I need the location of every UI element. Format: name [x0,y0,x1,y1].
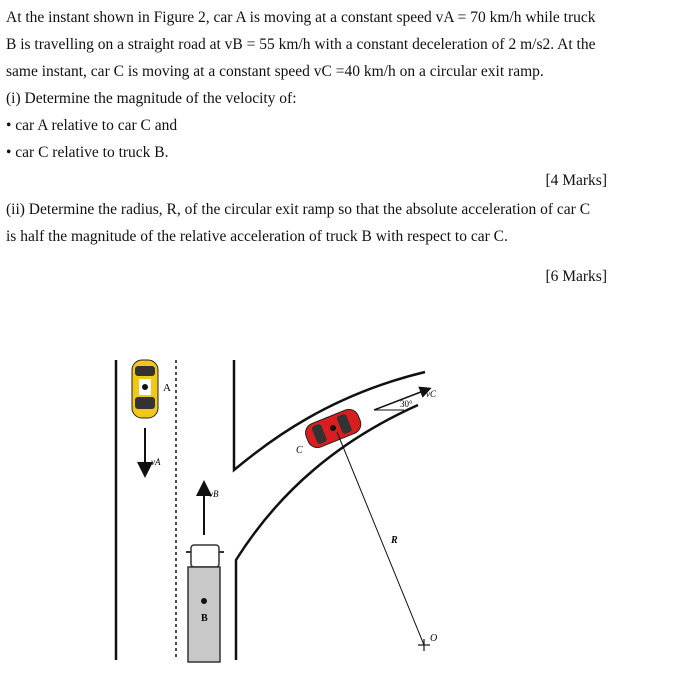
part-i-heading: (i) Determine the magnitude of the velocity of: [6,90,297,107]
label-b: B [201,613,208,624]
intro-line-3: same instant, car C is moving at a constant speed vC =40 km/h on a circular exit ramp. [6,63,544,80]
bullet-item: • car A relative to car C and [6,117,178,134]
car-c [303,406,364,450]
car-a [132,360,158,418]
label-angle: 30° [400,399,413,409]
question-part-i [6,4,610,166]
label-r: R [391,535,398,546]
figure-2-diagram [0,300,680,692]
label-va: vA [151,457,161,467]
label-vc: vC [426,389,436,399]
intro-line-2: B is travelling on a straight road at vB = 55 km/h with a constant deceleration of 2 m/s2. At the [6,36,596,53]
part-ii-line-2: is half the magnitude of the relative acceleration of truck B with respect to car C. [6,228,508,245]
part-ii-line-1: (ii) Determine the radius, R, of the circular exit ramp so that the absolute acceleration of car C [6,201,591,218]
label-o: O [430,633,438,644]
label-vb: vB [209,489,219,499]
marks-part-i: [4 Marks] [545,172,607,189]
question-part-ii [6,196,610,250]
marks-part-ii: [6 Marks] [545,268,607,285]
center-o-marker [418,639,430,651]
label-a: A [163,382,171,394]
intro-line-1: At the instant shown in Figure 2, car A is moving at a constant speed vA = 70 km/h while truck [6,9,596,26]
label-c: C [296,445,303,456]
radius-line [337,432,424,645]
truck-b [186,545,224,662]
bullet-item: • car C relative to truck B. [6,144,169,161]
